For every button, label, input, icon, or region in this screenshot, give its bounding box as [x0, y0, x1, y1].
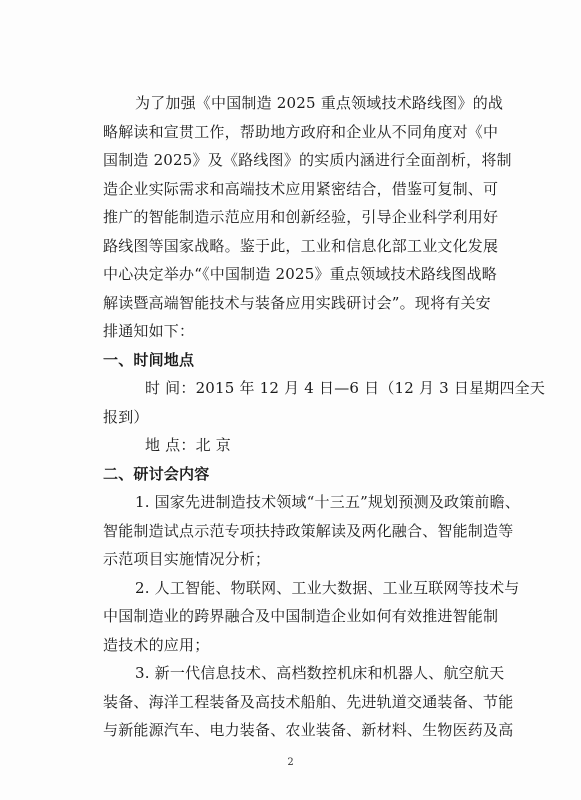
paragraph-line: 推广的智能制造示范应用和创新经验，引导企业科学利用好	[103, 208, 499, 226]
paragraph-line: 造企业实际需求和高端技术应用紧密结合，借鉴可复制、可	[103, 179, 499, 198]
item-line: 造技术的应用；	[103, 635, 210, 654]
item-line: 中国制造业的跨界融合及中国制造企业如何有效推进智能制	[103, 607, 499, 625]
paragraph-line: 解读暨高端智能技术与装备应用实践研讨会”。现将有关安	[103, 293, 491, 312]
document-body	[103, 89, 546, 745]
item-line: 装备、海洋工程装备及高技术船舶、先进轨道交通装备、节能	[103, 692, 514, 711]
time-line: 时 间：2015 年 12 月 4 日—6 日（12 月 3 日星期四全天	[145, 379, 546, 397]
item-line: 与新能源汽车、电力装备、农业装备、新材料、生物医药及高	[103, 721, 514, 739]
paragraph-line: 路线图等国家战略。鉴于此，工业和信息化部工业文化发展	[103, 236, 499, 255]
paragraph-line: 为了加强《中国制造 2025 重点领域技术路线图》的战	[135, 94, 504, 112]
content-item-1	[103, 488, 521, 574]
item-line: 智能制造试点示范专项扶持政策解读及两化融合、智能制造等	[103, 521, 514, 540]
paragraph-line: 排通知如下：	[103, 322, 195, 340]
item-line: 示范项目实施情况分析；	[103, 550, 271, 568]
paragraph-line: 略解读和宣贯工作，帮助地方政府和企业从不同角度对《中	[103, 122, 499, 141]
paragraph-line: 国制造 2025》及《路线图》的实质内涵进行全面剖析，将制	[103, 151, 512, 169]
item-line: 3. 新一代信息技术、高档数控机床和机器人、航空航天	[135, 664, 505, 682]
content-item-3	[103, 659, 514, 745]
section-heading-content: 二、研讨会内容	[103, 464, 210, 483]
place-line: 地 点：北 京	[145, 436, 231, 454]
time-line: 报到）	[103, 407, 149, 426]
item-line: 2. 人工智能、物联网、工业大数据、工业互联网等技术与	[135, 578, 520, 597]
intro-paragraph	[103, 89, 512, 346]
section-heading-time-place: 一、时间地点	[103, 350, 195, 369]
item-line: 1. 国家先进制造技术领域“十三五”规划预测及政策前瞻、	[135, 493, 521, 511]
page-number: 2	[287, 757, 294, 768]
content-item-2	[103, 574, 520, 660]
paragraph-line: 中心决定举办“《中国制造 2025》重点领域技术路线图战略	[103, 265, 497, 283]
